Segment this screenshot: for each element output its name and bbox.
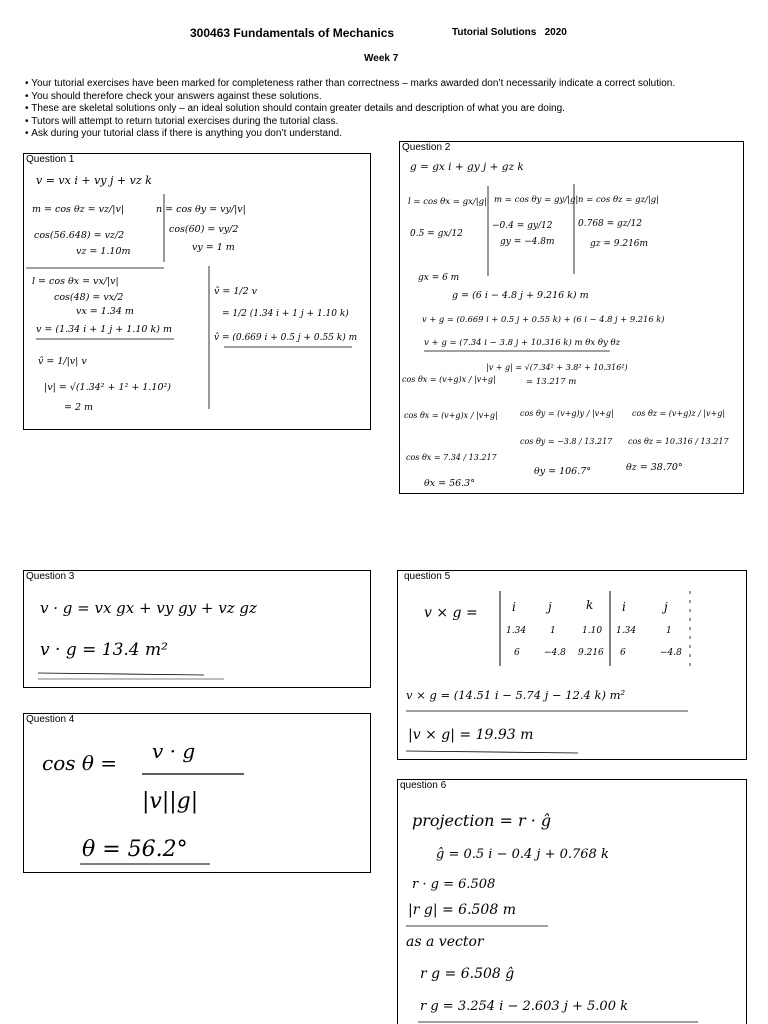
- question-2-work: [400, 142, 744, 494]
- q1-line: v̂ = 1/2 v: [214, 286, 258, 297]
- q5-48-repeat: −4.8: [660, 648, 682, 658]
- q2-line: g = (6 i − 4.8 j + 9.216 k) m: [452, 290, 589, 301]
- q1-line: vx = 1.34 m: [76, 306, 134, 317]
- question-1-box: [23, 153, 371, 430]
- q2-line: gy = −4.8m: [500, 237, 555, 247]
- q2-line: θx = 56.3°: [424, 478, 475, 489]
- q2-line: 0.768 = gz/12: [578, 219, 643, 229]
- q5-134-repeat: 1.34: [616, 626, 637, 636]
- q2-line: n = cos θz = gz/|g|: [578, 195, 660, 205]
- q2-line: cos θx = (v+g)x / |v+g|: [402, 375, 496, 384]
- note-item: • Ask during your tutorial class if there is anything you don’t understand.: [25, 128, 675, 141]
- course-title: 300463 Fundamentals of Mechanics: [190, 26, 395, 40]
- q5-line: 1: [550, 626, 556, 636]
- q1-line: cos(60) = vy/2: [169, 224, 239, 235]
- q6-line: |r g| = 6.508 m: [408, 902, 516, 918]
- q5-line: 6: [514, 648, 520, 658]
- title-row: [0, 26, 768, 42]
- q6-line: r g = 3.254 i − 2.603 j + 5.00 k: [420, 999, 628, 1014]
- week-label: Week 7: [364, 53, 399, 64]
- q2-line: cos θx = (v+g)x / |v+g|: [404, 411, 498, 420]
- q5-line: 9.216: [578, 648, 604, 658]
- q1-line: n = cos θy = vy/|v|: [156, 204, 246, 215]
- q6-line: r g = 6.508 ĝ: [420, 966, 515, 982]
- q2-line: cos θz = 10.316 / 13.217: [628, 437, 729, 446]
- question-3-box: [23, 570, 371, 688]
- q5-line: v × g = (14.51 i − 5.74 j − 12.4 k) m²: [406, 688, 626, 702]
- q2-line: cos θy = (v+g)y / |v+g|: [520, 409, 614, 418]
- notes-list: [25, 78, 675, 141]
- q5-line: |v × g| = 19.93 m: [408, 727, 534, 743]
- note-item: • These are skeletal solutions only – an ideal solution should contain greater details and description of what you are doing.: [25, 103, 675, 116]
- q1-line: cos(56.648) = vz/2: [34, 230, 125, 241]
- q4-line: v · g: [152, 739, 196, 763]
- question-2-box: [399, 141, 744, 494]
- question-5-work: [398, 571, 747, 760]
- q1-line: cos(48) = vx/2: [54, 292, 124, 303]
- q2-line: m = cos θy = gy/|g|: [494, 195, 579, 205]
- q1-line: = 2 m: [64, 402, 94, 413]
- q5-line: 1.10: [582, 626, 603, 636]
- q2-line: gx = 6 m: [418, 273, 460, 283]
- q6-line: r · g = 6.508: [412, 877, 496, 892]
- q5-1-repeat: 1: [666, 626, 672, 636]
- q2-line: v + g = (7.34 i − 3.8 j + 10.316 k) m θx θy θz: [424, 338, 621, 348]
- q1-line: vy = 1 m: [192, 242, 235, 253]
- q5-line: v × g =: [424, 605, 478, 621]
- q2-line: g = gx i + gy j + gz k: [410, 161, 524, 173]
- q5-line: j: [548, 600, 552, 614]
- q2-line: = 13.217 m: [526, 377, 577, 387]
- q2-line: cos θy = −3.8 / 13.217: [520, 437, 613, 446]
- q5-line: −4.8: [544, 648, 566, 658]
- question-6-work: [398, 780, 747, 1024]
- q1-line: m = cos θz = vz/|v|: [32, 204, 125, 215]
- q3-line: v · g = vx gx + vy gy + vz gz: [40, 599, 257, 617]
- q2-line: θz = 38.70°: [626, 462, 683, 473]
- q3-line: v · g = 13.4 m²: [40, 640, 168, 660]
- q1-line: v̂ = 1/|v| v: [38, 356, 87, 367]
- question-4-label: Question 4: [26, 714, 75, 725]
- q6-line: as a vector: [406, 934, 484, 950]
- q1-line: v = (1.34 i + 1 j + 1.10 k) m: [36, 324, 172, 335]
- q2-line: l = cos θx = gx/|g|: [408, 197, 487, 207]
- q5-j-repeat: j: [664, 600, 668, 614]
- q1-line: vz = 1.10m: [76, 246, 131, 257]
- note-item: • Your tutorial exercises have been marked for completeness rather than correctness – marks awarded don’t necessarily indicate a correct solution.: [25, 78, 675, 91]
- q2-line: θy = 106.7°: [534, 466, 592, 477]
- question-1-label: Question 1: [26, 154, 75, 165]
- q5-6-repeat: 6: [620, 648, 626, 658]
- q2-line: |v + g| = √(7.34² + 3.8² + 10.316²): [486, 363, 628, 372]
- q1-line: = 1/2 (1.34 i + 1 j + 1.10 k): [222, 309, 349, 319]
- tutorial-label: Tutorial Solutions 2020: [452, 27, 567, 38]
- question-4-work: [24, 714, 371, 873]
- question-2-label: Question 2: [402, 142, 451, 153]
- q1-line: |v| = √(1.34² + 1² + 1.10²): [44, 382, 172, 393]
- question-5-box: [397, 570, 747, 760]
- note-item: • You should therefore check your answers against these solutions.: [25, 91, 675, 104]
- q5-line: 1.34: [506, 626, 527, 636]
- q2-line: −0.4 = gy/12: [492, 221, 553, 231]
- note-item: • Tutors will attempt to return tutorial exercises during the tutorial class.: [25, 116, 675, 129]
- question-6-label: question 6: [400, 780, 447, 791]
- question-3-label: Question 3: [26, 571, 75, 582]
- q5-line: k: [586, 598, 594, 612]
- question-5-label: question 5: [404, 571, 451, 582]
- q1-line: v̂ = (0.669 i + 0.5 j + 0.55 k) m: [214, 333, 358, 343]
- q4-line: |v||g|: [142, 789, 199, 814]
- q1-line: l = cos θx = vx/|v|: [32, 276, 119, 287]
- question-1-work: [24, 154, 371, 430]
- q5-line: i: [512, 600, 516, 614]
- question-4-box: [23, 713, 371, 873]
- q2-line: 0.5 = gx/12: [410, 229, 463, 239]
- q2-line: cos θz = (v+g)z / |v+g|: [632, 409, 726, 418]
- q4-line: cos θ =: [42, 751, 118, 775]
- q2-line: cos θx = 7.34 / 13.217: [406, 453, 497, 462]
- q6-line: projection = r · ĝ: [412, 811, 552, 830]
- q5-i-repeat: i: [622, 600, 626, 614]
- q4-line: θ = 56.2°: [82, 837, 188, 862]
- q2-line: gz = 9.216m: [590, 239, 649, 249]
- question-6-box: [397, 779, 747, 1024]
- q2-line: v + g = (0.669 i + 0.5 j + 0.55 k) + (6 i − 4.8 j + 9.216 k): [422, 314, 665, 324]
- q1-line: v = vx i + vy j + vz k: [36, 174, 152, 187]
- q6-line: ĝ = 0.5 i − 0.4 j + 0.768 k: [436, 847, 609, 862]
- question-3-work: [24, 571, 371, 688]
